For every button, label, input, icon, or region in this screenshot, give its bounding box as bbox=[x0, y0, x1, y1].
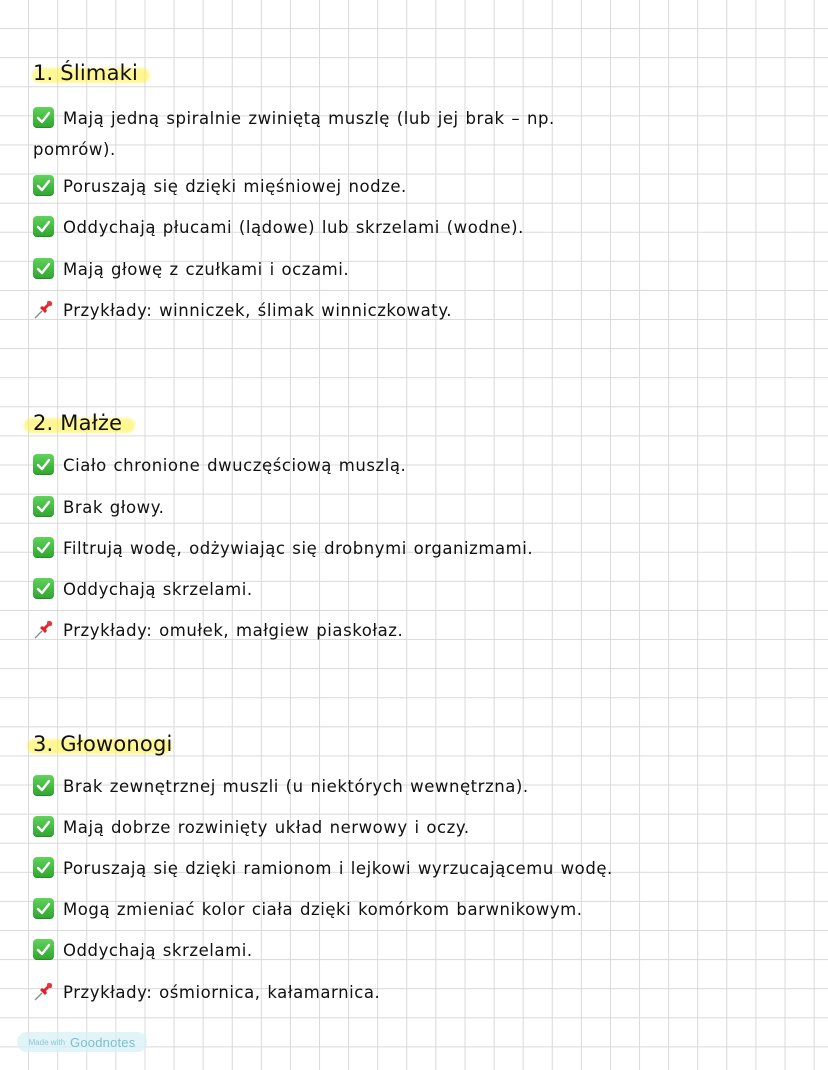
list-item bbox=[33, 812, 470, 843]
check-icon bbox=[33, 454, 54, 475]
list-item-examples bbox=[33, 615, 403, 646]
goodnotes-watermark bbox=[17, 1032, 147, 1052]
list-item bbox=[33, 492, 164, 523]
check-icon bbox=[33, 775, 54, 796]
check-icon bbox=[33, 216, 54, 237]
section-title: 3. Głowonogi bbox=[33, 732, 173, 756]
check-icon bbox=[33, 816, 54, 837]
watermark-brand: Goodnotes bbox=[70, 1034, 136, 1050]
list-item bbox=[33, 853, 613, 884]
item-text: Oddychają skrzelami. bbox=[63, 941, 253, 960]
section-heading-malze bbox=[33, 410, 122, 436]
item-text: Przykłady: ośmiornica, kałamarnica. bbox=[63, 983, 381, 1002]
item-text: Poruszają się dzięki ramionom i lejkowi wyrzucającemu wodę. bbox=[63, 859, 613, 878]
item-text: Przykłady: winniczek, ślimak winniczkowaty. bbox=[63, 301, 453, 320]
check-icon bbox=[33, 578, 54, 599]
item-text: Brak zewnętrznej muszli (u niektórych wewnętrzna). bbox=[63, 777, 529, 796]
list-item-examples bbox=[33, 977, 380, 1008]
item-text: Mogą zmieniać kolor ciała dzięki komórkom barwnikowym. bbox=[63, 900, 583, 919]
check-icon bbox=[33, 898, 54, 919]
list-item bbox=[33, 103, 578, 165]
list-item bbox=[33, 254, 349, 285]
section-heading-glowonogi bbox=[33, 731, 173, 757]
item-text: Mają jedną spiralnie zwiniętą muszlę (lub jej brak – np. pomrów). bbox=[33, 109, 555, 159]
section-title: 2. Małże bbox=[33, 411, 123, 435]
pushpin-icon bbox=[33, 299, 54, 320]
pushpin-icon bbox=[33, 619, 54, 640]
check-icon bbox=[33, 496, 54, 517]
list-item-examples bbox=[33, 295, 452, 326]
item-text: Oddychają skrzelami. bbox=[63, 580, 253, 599]
check-icon bbox=[33, 537, 54, 558]
item-text: Poruszają się dzięki mięśniowej nodze. bbox=[63, 177, 407, 196]
section-title: 1. Ślimaki bbox=[33, 61, 139, 85]
list-item bbox=[33, 771, 529, 802]
check-icon bbox=[33, 175, 54, 196]
check-icon bbox=[33, 939, 54, 960]
list-item bbox=[33, 212, 524, 243]
section-heading-slimaki bbox=[33, 60, 138, 86]
watermark-prefix: Made with bbox=[28, 1037, 66, 1047]
item-text: Przykłady: omułek, małgiew piaskołaz. bbox=[63, 621, 404, 640]
list-item bbox=[33, 574, 253, 605]
check-icon bbox=[33, 857, 54, 878]
item-text: Ciało chronione dwuczęściową muszlą. bbox=[63, 456, 407, 475]
list-item bbox=[33, 533, 533, 564]
item-text: Mają głowę z czułkami i oczami. bbox=[63, 260, 350, 279]
item-text: Brak głowy. bbox=[63, 498, 165, 517]
pushpin-icon bbox=[33, 981, 54, 1002]
list-item bbox=[33, 894, 583, 925]
list-item bbox=[33, 171, 407, 202]
check-icon bbox=[33, 107, 54, 128]
item-text: Mają dobrze rozwinięty układ nerwowy i oczy. bbox=[63, 818, 470, 837]
item-text: Oddychają płucami (lądowe) lub skrzelami (wodne). bbox=[63, 218, 524, 237]
list-item bbox=[33, 935, 253, 966]
check-icon bbox=[33, 258, 54, 279]
list-item bbox=[33, 450, 406, 481]
item-text: Filtrują wodę, odżywiając się drobnymi organizmami. bbox=[63, 539, 534, 558]
